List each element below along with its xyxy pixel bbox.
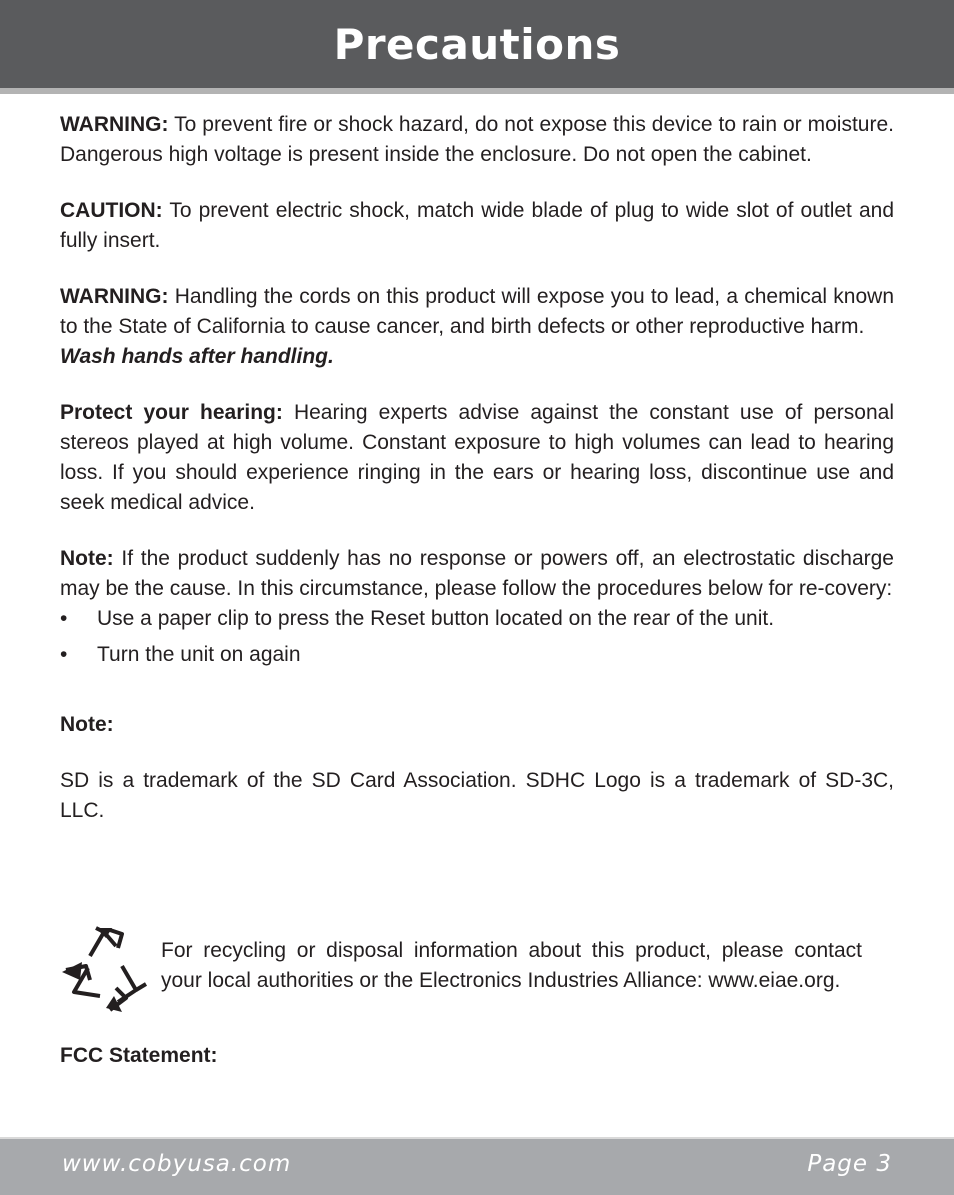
note-label: Note: — [60, 547, 114, 570]
list-item — [60, 604, 894, 634]
list-item-text: Turn the unit on again — [97, 643, 301, 666]
recovery-steps-list — [60, 604, 894, 670]
caution-paragraph — [60, 196, 894, 256]
footer-url[interactable]: www.cobyusa.com — [62, 1151, 292, 1177]
main-content — [60, 110, 894, 826]
warning-text: To prevent fire or shock hazard, do not expose this device to rain or moisture. Dangerous high voltage is present inside the enclosure. Do not open the cabinet. — [60, 113, 894, 166]
page-title: Precautions — [333, 19, 621, 69]
warning-fire-paragraph — [60, 110, 894, 170]
note2-heading — [60, 710, 894, 740]
bullet-icon: • — [60, 643, 68, 666]
note2-label: Note: — [60, 713, 114, 736]
hearing-label: Protect your hearing: — [60, 401, 283, 424]
fcc-statement-heading: FCC Statement: — [60, 1044, 218, 1067]
page-header — [0, 0, 954, 94]
wash-hands-emphasis: Wash hands after handling. — [60, 345, 334, 368]
hearing-text: Hearing experts advise against the constant use of personal stereos played at high volume. Constant exposure to high volumes can lead to hearing loss. If you should experience ringing in the ears or hearing loss, discontinue use and seek medical advice. — [60, 401, 894, 514]
note-paragraph — [60, 544, 894, 604]
caution-label: CAUTION: — [60, 199, 163, 222]
warning-label: WARNING: — [60, 113, 169, 136]
caution-text: To prevent electric shock, match wide blade of plug to wide slot of outlet and fully insert. — [60, 199, 894, 252]
page-footer — [0, 1137, 954, 1195]
list-item — [60, 640, 894, 670]
trademark-paragraph: SD is a trademark of the SD Card Association. SDHC Logo is a trademark of SD-3C, LLC. — [60, 769, 894, 822]
warning-lead-paragraph — [60, 282, 894, 372]
recycling-info: For recycling or disposal information about this product, please contact your local authorities or the Electronics Industries Alliance: www.eiae.org. — [161, 939, 862, 992]
note-text: If the product suddenly has no response or powers off, an electrostatic discharge may be the cause. In this circumstance, please follow the procedures below for re-covery: — [60, 547, 894, 600]
warning-label: WARNING: — [60, 285, 169, 308]
page-number: Page 3 — [807, 1151, 892, 1177]
warning-text: Handling the cords on this product will expose you to lead, a chemical known to the State of California to cause cancer, and birth defects or other reproductive harm. — [60, 285, 894, 338]
hearing-paragraph — [60, 398, 894, 518]
bullet-icon: • — [60, 607, 68, 630]
recycle-icon — [60, 924, 150, 1014]
list-item-text: Use a paper clip to press the Reset button located on the rear of the unit. — [97, 607, 775, 630]
